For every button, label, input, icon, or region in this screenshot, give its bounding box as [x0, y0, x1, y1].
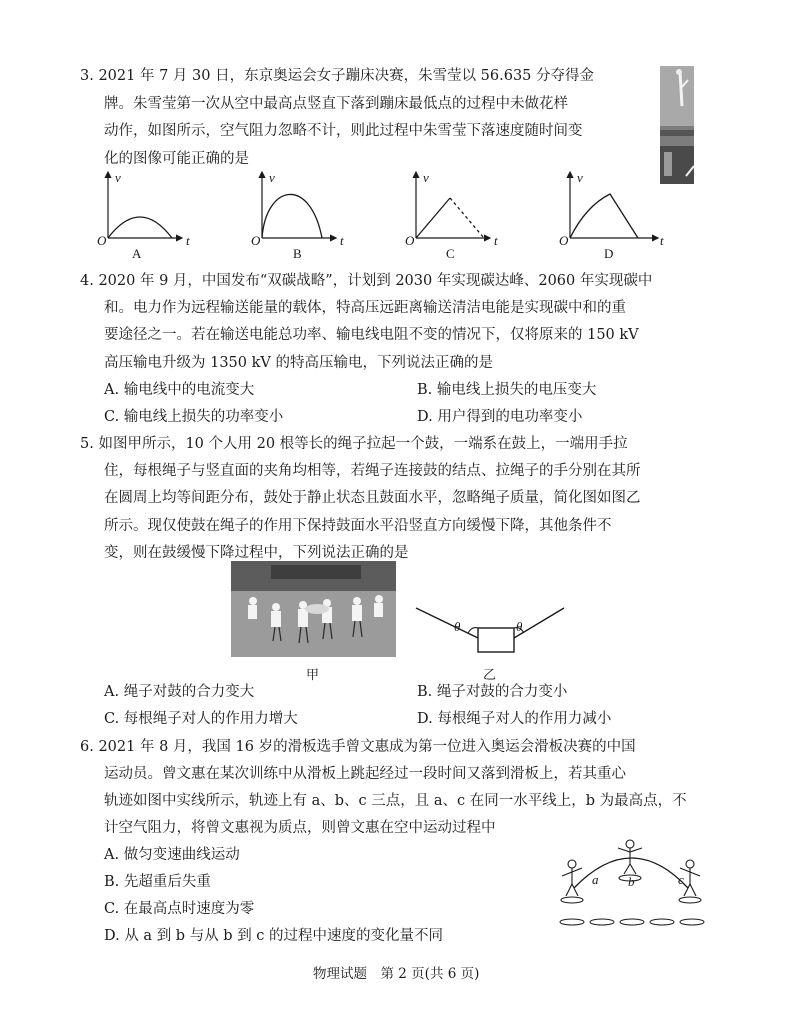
graph-d [570, 172, 658, 238]
q6-line-4: 计空气阻力，将曾文惠视为质点，则曾文惠在空中运动过程中 [104, 820, 496, 836]
theta-left: θ [454, 619, 461, 634]
q5-option-d[interactable]: D. 每根绳子对人的作用力减小 [417, 711, 612, 727]
q5-option-b[interactable]: B. 绳子对鼓的合力变小 [417, 684, 568, 700]
q3-line-4: 化的图像可能正确的是 [104, 151, 249, 167]
q5-line-5: 变，则在鼓缓慢下降过程中，下列说法正确的是 [104, 545, 409, 561]
graph-b-v-label: v [269, 170, 275, 185]
q5-line-2: 住，每根绳子与竖直面的夹角均相等，若绳子连接鼓的结点、拉绳子的手分别在其所 [104, 463, 641, 479]
graph-b-letter: B [293, 246, 302, 261]
fig-yi-label: 乙 [483, 667, 497, 682]
fig-jia-label: 甲 [306, 667, 320, 682]
q3-line-1: 3. 2021 年 7 月 30 日，东京奥运会女子蹦床决赛，朱雪莹以 56.635 分夺得金 [80, 68, 595, 84]
q6-line-3: 轨迹如图中实线所示，轨迹上有 a、b、c 三点，且 a、c 在同一水平线上，b 为最高点，不 [104, 793, 687, 809]
q3-graphs [90, 166, 690, 266]
graph-c-origin: O [405, 233, 415, 248]
q5-line-4: 所示。现仅使鼓在绳子的作用下保持鼓面水平沿竖直方向缓慢下降，其他条件不 [104, 518, 612, 534]
q6-option-b[interactable]: B. 先超重后失重 [104, 874, 211, 890]
q4-line-4: 高压输电升级为 1350 kV 的特高压输电，下列说法正确的是 [104, 355, 493, 371]
graph-d-origin: O [559, 233, 569, 248]
graph-b-origin: O [251, 233, 261, 248]
graph-d-letter: D [604, 246, 614, 261]
q4-line-3: 要途径之一。若在输送电能总功率、输电线电阻不变的情况下，仅将原来的 150 kV [104, 327, 639, 343]
q4-line-2: 和。电力作为远程输送能量的载体，特高压远距离输送清洁电能是实现碳中和的重 [104, 300, 626, 316]
graph-a-v-label: v [115, 170, 121, 185]
graph-c-letter: C [446, 246, 455, 261]
q5-option-c[interactable]: C. 每根绳子对人的作用力增大 [104, 711, 298, 727]
graph-c-t-label: t [494, 233, 498, 248]
q4-line-1: 4. 2020 年 9 月，中国发布“双碳战略”，计划到 2030 年实现碳达峰、2060 年实现碳中 [80, 273, 653, 289]
q5-line-1: 5. 如图甲所示，10 个人用 20 根等长的绳子拉起一个鼓，一端系在鼓上，一端用手拉 [80, 436, 628, 452]
q6-option-c[interactable]: C. 在最高点时速度为零 [104, 901, 255, 917]
graph-b-t-label: t [340, 233, 344, 248]
q4-option-c[interactable]: C. 输电线上损失的功率变小 [104, 409, 284, 425]
page-footer: 物理试题 第 2 页(共 6 页) [313, 966, 480, 982]
point-c-label: c [678, 872, 684, 887]
q5-option-a[interactable]: A. 绳子对鼓的合力变大 [104, 684, 255, 700]
graph-d-t-label: t [660, 233, 664, 248]
q6-line-2: 运动员。曾文惠在某次训练中从滑板上跳起经过一段时间又落到滑板上，若其重心 [104, 766, 626, 782]
q3-line-2: 牌。朱雪莹第一次从空中最高点竖直下落到蹦床最低点的过程中未做花样 [104, 96, 568, 112]
q3-line-3: 动作，如图所示，空气阻力忽略不计，则此过程中朱雪莹下落速度随时间变 [104, 123, 583, 139]
q6-option-a[interactable]: A. 做匀变速曲线运动 [104, 847, 240, 863]
q4-option-b[interactable]: B. 输电线上损失的电压变大 [417, 382, 597, 398]
graph-d-v-label: v [577, 170, 583, 185]
theta-right: θ [516, 619, 523, 634]
graph-c-v-label: v [423, 170, 429, 185]
q5-line-3: 在圆周上均等间距分布，鼓处于静止状态且鼓面水平，忽略绳子质量，简化图如图乙 [104, 490, 641, 506]
drum-photo [231, 561, 396, 657]
drum-schematic [410, 602, 570, 662]
point-b-label: b [628, 874, 635, 889]
point-a-label: a [592, 872, 599, 887]
graph-a-t-label: t [186, 233, 190, 248]
q6-option-d[interactable]: D. 从 a 到 b 与从 b 到 c 的过程中速度的变化量不同 [104, 928, 444, 944]
q4-option-d[interactable]: D. 用户得到的电功率变小 [417, 409, 583, 425]
q6-line-1: 6. 2021 年 8 月，我国 16 岁的滑板选手曾文惠成为第一位进入奥运会滑板决赛的中国 [80, 739, 636, 755]
graph-a-origin: O [97, 233, 107, 248]
graph-a-letter: A [132, 246, 142, 261]
q4-option-a[interactable]: A. 输电线中的电流变大 [104, 382, 255, 398]
